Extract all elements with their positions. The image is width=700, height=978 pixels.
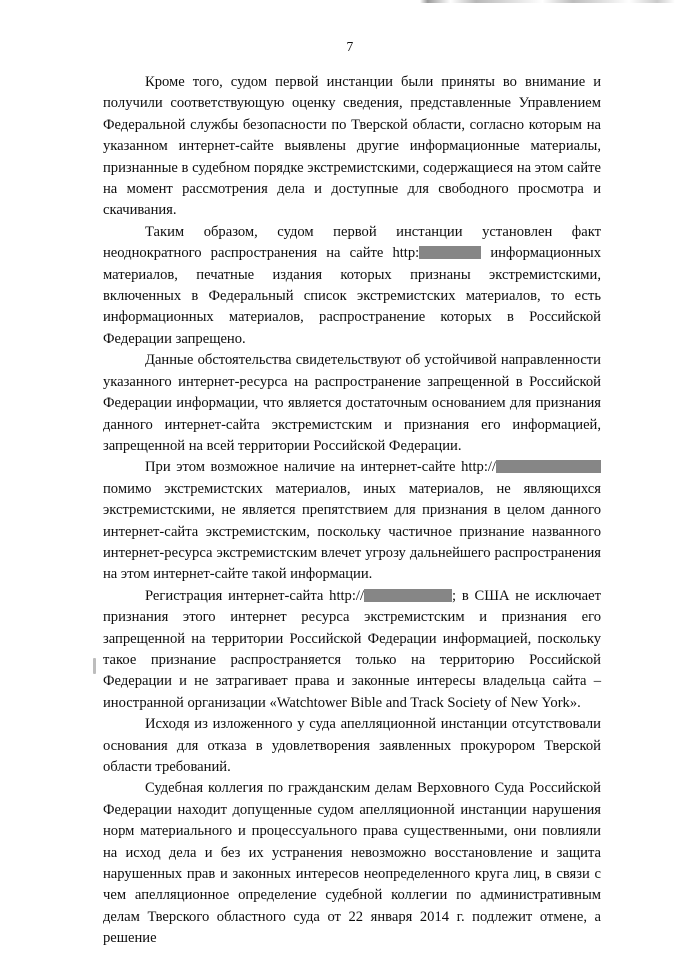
paragraph-2-text-after-redaction: информационных материалов, печатные издания которых признаны экстремистскими, включенных в Федеральный список экстремистских материалов, то есть информационных материалов, распространение которых в Российской Федерации запрещено. — [103, 245, 602, 347]
redacted-url-2 — [496, 460, 601, 473]
redacted-url-1 — [419, 246, 481, 259]
page-number: 7 — [346, 39, 354, 54]
paragraph-5-text-before-redaction: Регистрация интернет-сайта http:// — [145, 587, 365, 604]
redacted-url-3 — [364, 589, 452, 602]
document-body — [103, 72, 601, 950]
paragraph-4-text-after-redaction: помимо экстремистских материалов, иных материалов, не являющихся экстремистскими, не является препятствием для признания в целом данного интернет-сайта экстремистским, поскольку частичное признание названного интернет-ресурса экстремистским влечет угрозу дальнейшего распространения на этом интернет-сайте такой информации. — [103, 480, 601, 583]
paragraph-5 — [103, 586, 601, 714]
scan-artifact-left-margin — [93, 658, 96, 674]
paragraph-7: Судебная коллегия по гражданским делам Верховного Суда Российской Федерации находит допущенные судом апелляционной инстанции нарушения норм материального и процессуального права существенными, они повлияли на исход дела и без их устранения невозможно восстановление и защита нарушенных прав и законных интересов неопределенного круга лиц, в связи с чем апелляционное определение судебной коллегии по административным делам Тверского областного суда от 22 января 2014 г. подлежит отмене, а решение — [103, 780, 601, 947]
scan-artifact-top-edge — [420, 0, 675, 3]
paragraph-2 — [103, 222, 601, 350]
paragraph-3: Данные обстоятельства свидетельствуют об устойчивой направленности указанного интернет-ресурса на распространение запрещенной в Российской Федерации информации, что является достаточным основанием для признания данного интернет-сайта экстремистским и признания его информацией, запрещенной на всей территории Российской Федерации. — [103, 352, 601, 454]
paragraph-4 — [103, 457, 601, 585]
paragraph-1: Кроме того, судом первой инстанции были приняты во внимание и получили соответствующую оценку сведения, представленные Управлением Федеральной службы безопасности по Тверской области, согласно которым на указанном интернет-сайте выявлены другие информационные материалы, признанные в судебном порядке экстремистскими, содержащиеся на этом сайте на момент рассмотрения дела и доступные для свободного просмотра и скачивания. — [103, 74, 601, 219]
paragraph-5-text-after-redaction: ; в США не исключает признания этого интернет ресурса экстремистским и признания его запрещенной на территории Российской Федерации информацией, поскольку такое признание распространяется только на территорию Российской Федерации и не затрагивает права и законные интересы владельца сайта – иностранной организации «Watchtower Bible and Track Society of New York». — [103, 587, 601, 711]
paragraph-4-text-before-redaction: При этом возможное наличие на интернет-сайте http:// — [145, 459, 496, 476]
paragraph-6: Исходя из изложенного у суда апелляционной инстанции отсутствовали основания для отказа в удовлетворения заявленных прокурором Тверской области требований. — [103, 716, 601, 775]
paragraph-2-text-before-redaction: Таким образом, судом первой инстанции установлен факт неоднократного распространения на сайте http: — [103, 223, 601, 262]
